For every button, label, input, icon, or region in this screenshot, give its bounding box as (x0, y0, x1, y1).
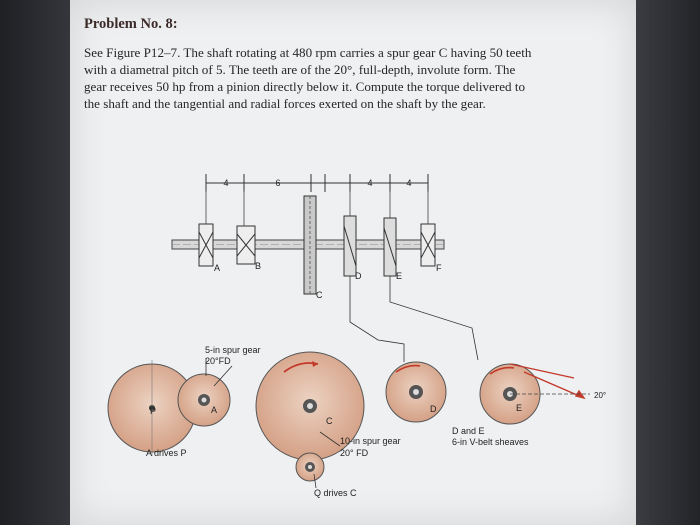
bearing-f (421, 224, 435, 266)
dim-label: 4 (406, 178, 412, 188)
shaft-label-c: C (316, 290, 323, 300)
problem-line: the shaft and the tangential and radial forces exerted on the shaft by the gear. (84, 96, 486, 111)
problem-line: with a diametral pitch of 5. The teeth are of the 20°, full-depth, involute form. The (84, 62, 516, 77)
callout-de-line2: 6-in V-belt sheaves (452, 437, 529, 447)
sheave-e-side (384, 218, 396, 276)
dimension-line (206, 174, 428, 192)
angle-label: 20° (594, 391, 607, 400)
dim-label: 4 (367, 178, 373, 188)
sheave-d (386, 362, 446, 422)
shaft-label-d: D (355, 271, 362, 281)
problem-line: See Figure P12–7. The shaft rotating at 480 rpm carries a spur gear C having 50 teeth (84, 45, 532, 60)
shaft-label-f: F (436, 263, 442, 273)
wheel-label-d: D (430, 404, 437, 414)
wheel-q (296, 453, 324, 481)
problem-heading: Problem No. 8: (84, 16, 178, 32)
shaft-label-b: B (255, 261, 262, 271)
bearing-a (199, 224, 213, 266)
sheave-d-side (344, 216, 356, 276)
dim-label: 6 (275, 178, 281, 188)
dim-label: 4 (223, 178, 229, 188)
bearing-b (237, 226, 255, 264)
callout-5in-line1: 5-in spur gear (205, 345, 261, 355)
wheel-label-p: P (150, 406, 157, 416)
shaft-label-e: E (396, 271, 403, 281)
label-a-drives-p: A drives P (146, 448, 187, 458)
wheel-a (178, 374, 230, 426)
callout-de-line1: D and E (452, 426, 485, 436)
wheel-label-c: C (326, 416, 333, 426)
wheel-label-a: A (211, 405, 218, 415)
callout-10in-line1: 10-in spur gear (340, 436, 401, 446)
gear-c-side (304, 196, 316, 294)
callout-10in-line2: 20° FD (340, 448, 369, 458)
callout-5in-line2: 20°FD (205, 356, 231, 366)
shaft-label-a: A (214, 263, 221, 273)
problem-line: gear receives 50 hp from a pinion directly below it. Compute the torque delivered to (84, 79, 526, 94)
wheel-label-e: E (516, 403, 523, 413)
label-q-drives-c: Q drives C (314, 488, 357, 498)
